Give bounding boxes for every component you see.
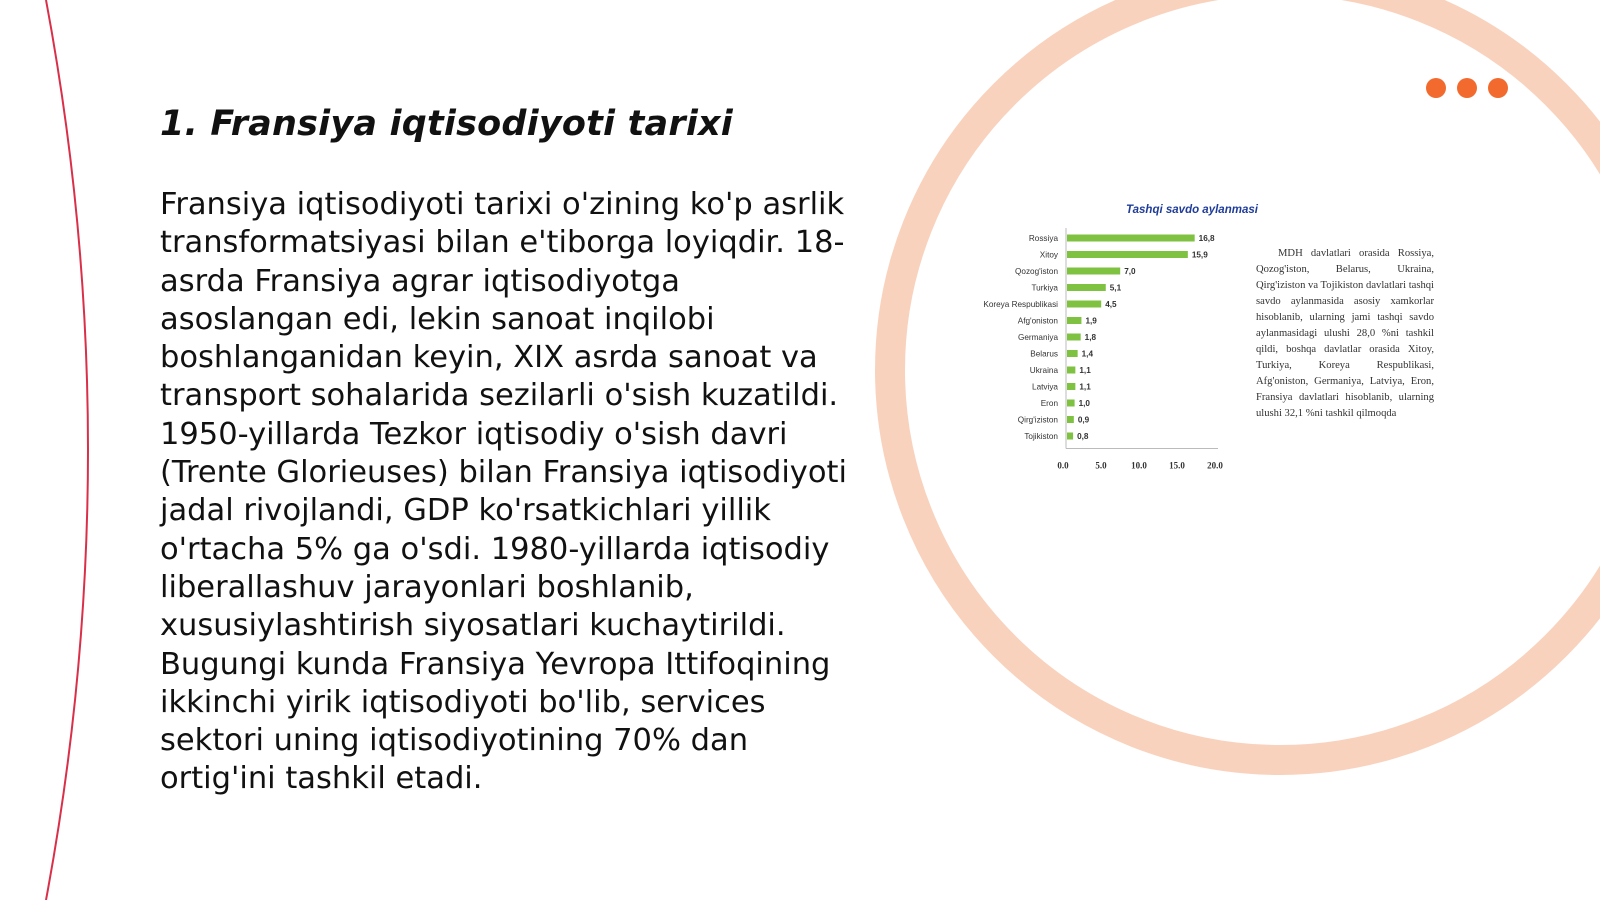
dot-icon: [1426, 78, 1446, 98]
data-bar: [1067, 284, 1106, 291]
category-label: Ukraina: [1029, 366, 1058, 375]
data-bar: [1067, 301, 1101, 308]
dot-icon: [1457, 78, 1477, 98]
x-tick-label: 20.0: [1207, 460, 1223, 471]
data-bar: [1067, 350, 1078, 357]
trade-figure: [960, 200, 1434, 480]
data-bar: [1067, 235, 1195, 242]
left-accent-line: [46, 0, 88, 900]
data-bar: [1067, 317, 1081, 324]
data-bar: [1067, 367, 1075, 374]
value-label: 1,1: [1079, 382, 1091, 392]
value-label: 15,9: [1191, 250, 1208, 260]
category-label: Eron: [1040, 399, 1058, 408]
value-label: 0,9: [1077, 415, 1090, 425]
data-bar: [1067, 383, 1075, 390]
trade-bar-chart: [960, 200, 1260, 480]
menu-dots: [1426, 78, 1508, 98]
x-tick-label: 10.0: [1131, 460, 1147, 471]
figure-side-note: MDH davlatlari orasida Rossiya, Qozog'iston, Belarus, Ukraina, Qirg'iziston va Tojikiston davlatlari tashqi savdo aylanmasida asosiy xamkorlar hisoblanib, ularning jami tashqi savdo aylanmasidagi ulushi 28,0 %ni tashkil qildi, boshqa davlatlar orasida Xitoy, Turkiya, Koreya Respublikasi, Afg'oniston, Germaniya, Latviya, Eron, Fransiya davlatlari hisoblanib, ularning ulushi 32,1 %ni tashkil qilmoqda: [1256, 248, 1434, 419]
category-label: Belarus: [1030, 349, 1058, 359]
category-label: Germaniya: [1017, 333, 1058, 342]
category-label: Tojikiston: [1024, 432, 1058, 441]
category-label: Latviya: [1032, 382, 1058, 392]
category-label: Qozog'iston: [1015, 267, 1058, 276]
x-tick-label: 5.0: [1095, 460, 1107, 471]
slide-body-text: Fransiya iqtisodiyoti tarixi o'zining ko'p asrlik transformatsiyasi bilan e'tiborga loyiqdir. 18-asrda Fransiya agrar iqtisodiyotga asoslangan edi, lekin sanoat inqilobi boshlanganidan keyin, XIX asrda sanoat va transport sohalarida sezilarli o'sish kuzatildi. 1950-yillarda Tezkor iqtisodiy o'sish davri (Trente Glorieuses) bilan Fransiya iqtisodiyoti jadal rivojlandi, GDP ko'rsatkichlari yillik o'rtacha 5% ga o'sdi. 1980-yillarda iqtisodiy liberallashuv jarayonlari boshlanib, xususiylashtirish siyosatlari kuchaytirildi. Bugungi kunda Fransiya Yevropa Ittifoqining ikkinchi yirik iqtisodiyoti bo'lib, services sektori uning iqtisodiyotining 70% dan ortig'ini tashkil etadi.: [160, 187, 847, 797]
x-tick-label: 0.0: [1057, 460, 1069, 471]
value-label: 1,1: [1079, 366, 1091, 375]
data-bar: [1067, 334, 1081, 341]
category-label: Turkiya: [1031, 283, 1058, 293]
value-label: 1,9: [1085, 316, 1097, 326]
category-label: Koreya Respublikasi: [983, 300, 1058, 309]
value-label: 1,4: [1081, 349, 1094, 359]
data-bar: [1067, 416, 1074, 423]
category-label: Afg'oniston: [1017, 316, 1058, 326]
value-label: 4,5: [1105, 300, 1117, 309]
value-label: 0,8: [1077, 432, 1089, 441]
chart-title: Tashqi savdo aylanmasi: [1126, 204, 1258, 216]
category-label: Qirg'iziston: [1017, 415, 1058, 425]
value-label: 5,1: [1109, 283, 1122, 293]
data-bar: [1067, 400, 1075, 407]
slide-title: 1. Fransiya iqtisodiyoti tarixi: [160, 104, 734, 144]
value-label: 16,8: [1198, 234, 1215, 243]
data-bar: [1067, 268, 1120, 275]
x-tick-label: 15.0: [1169, 460, 1185, 471]
data-bar: [1067, 251, 1188, 258]
data-bar: [1067, 433, 1073, 440]
dot-icon: [1488, 78, 1508, 98]
value-label: 7,0: [1124, 267, 1136, 276]
category-label: Rossiya: [1028, 234, 1058, 243]
value-label: 1,0: [1078, 399, 1090, 408]
value-label: 1,8: [1084, 333, 1097, 342]
category-label: Xitoy: [1039, 250, 1058, 260]
